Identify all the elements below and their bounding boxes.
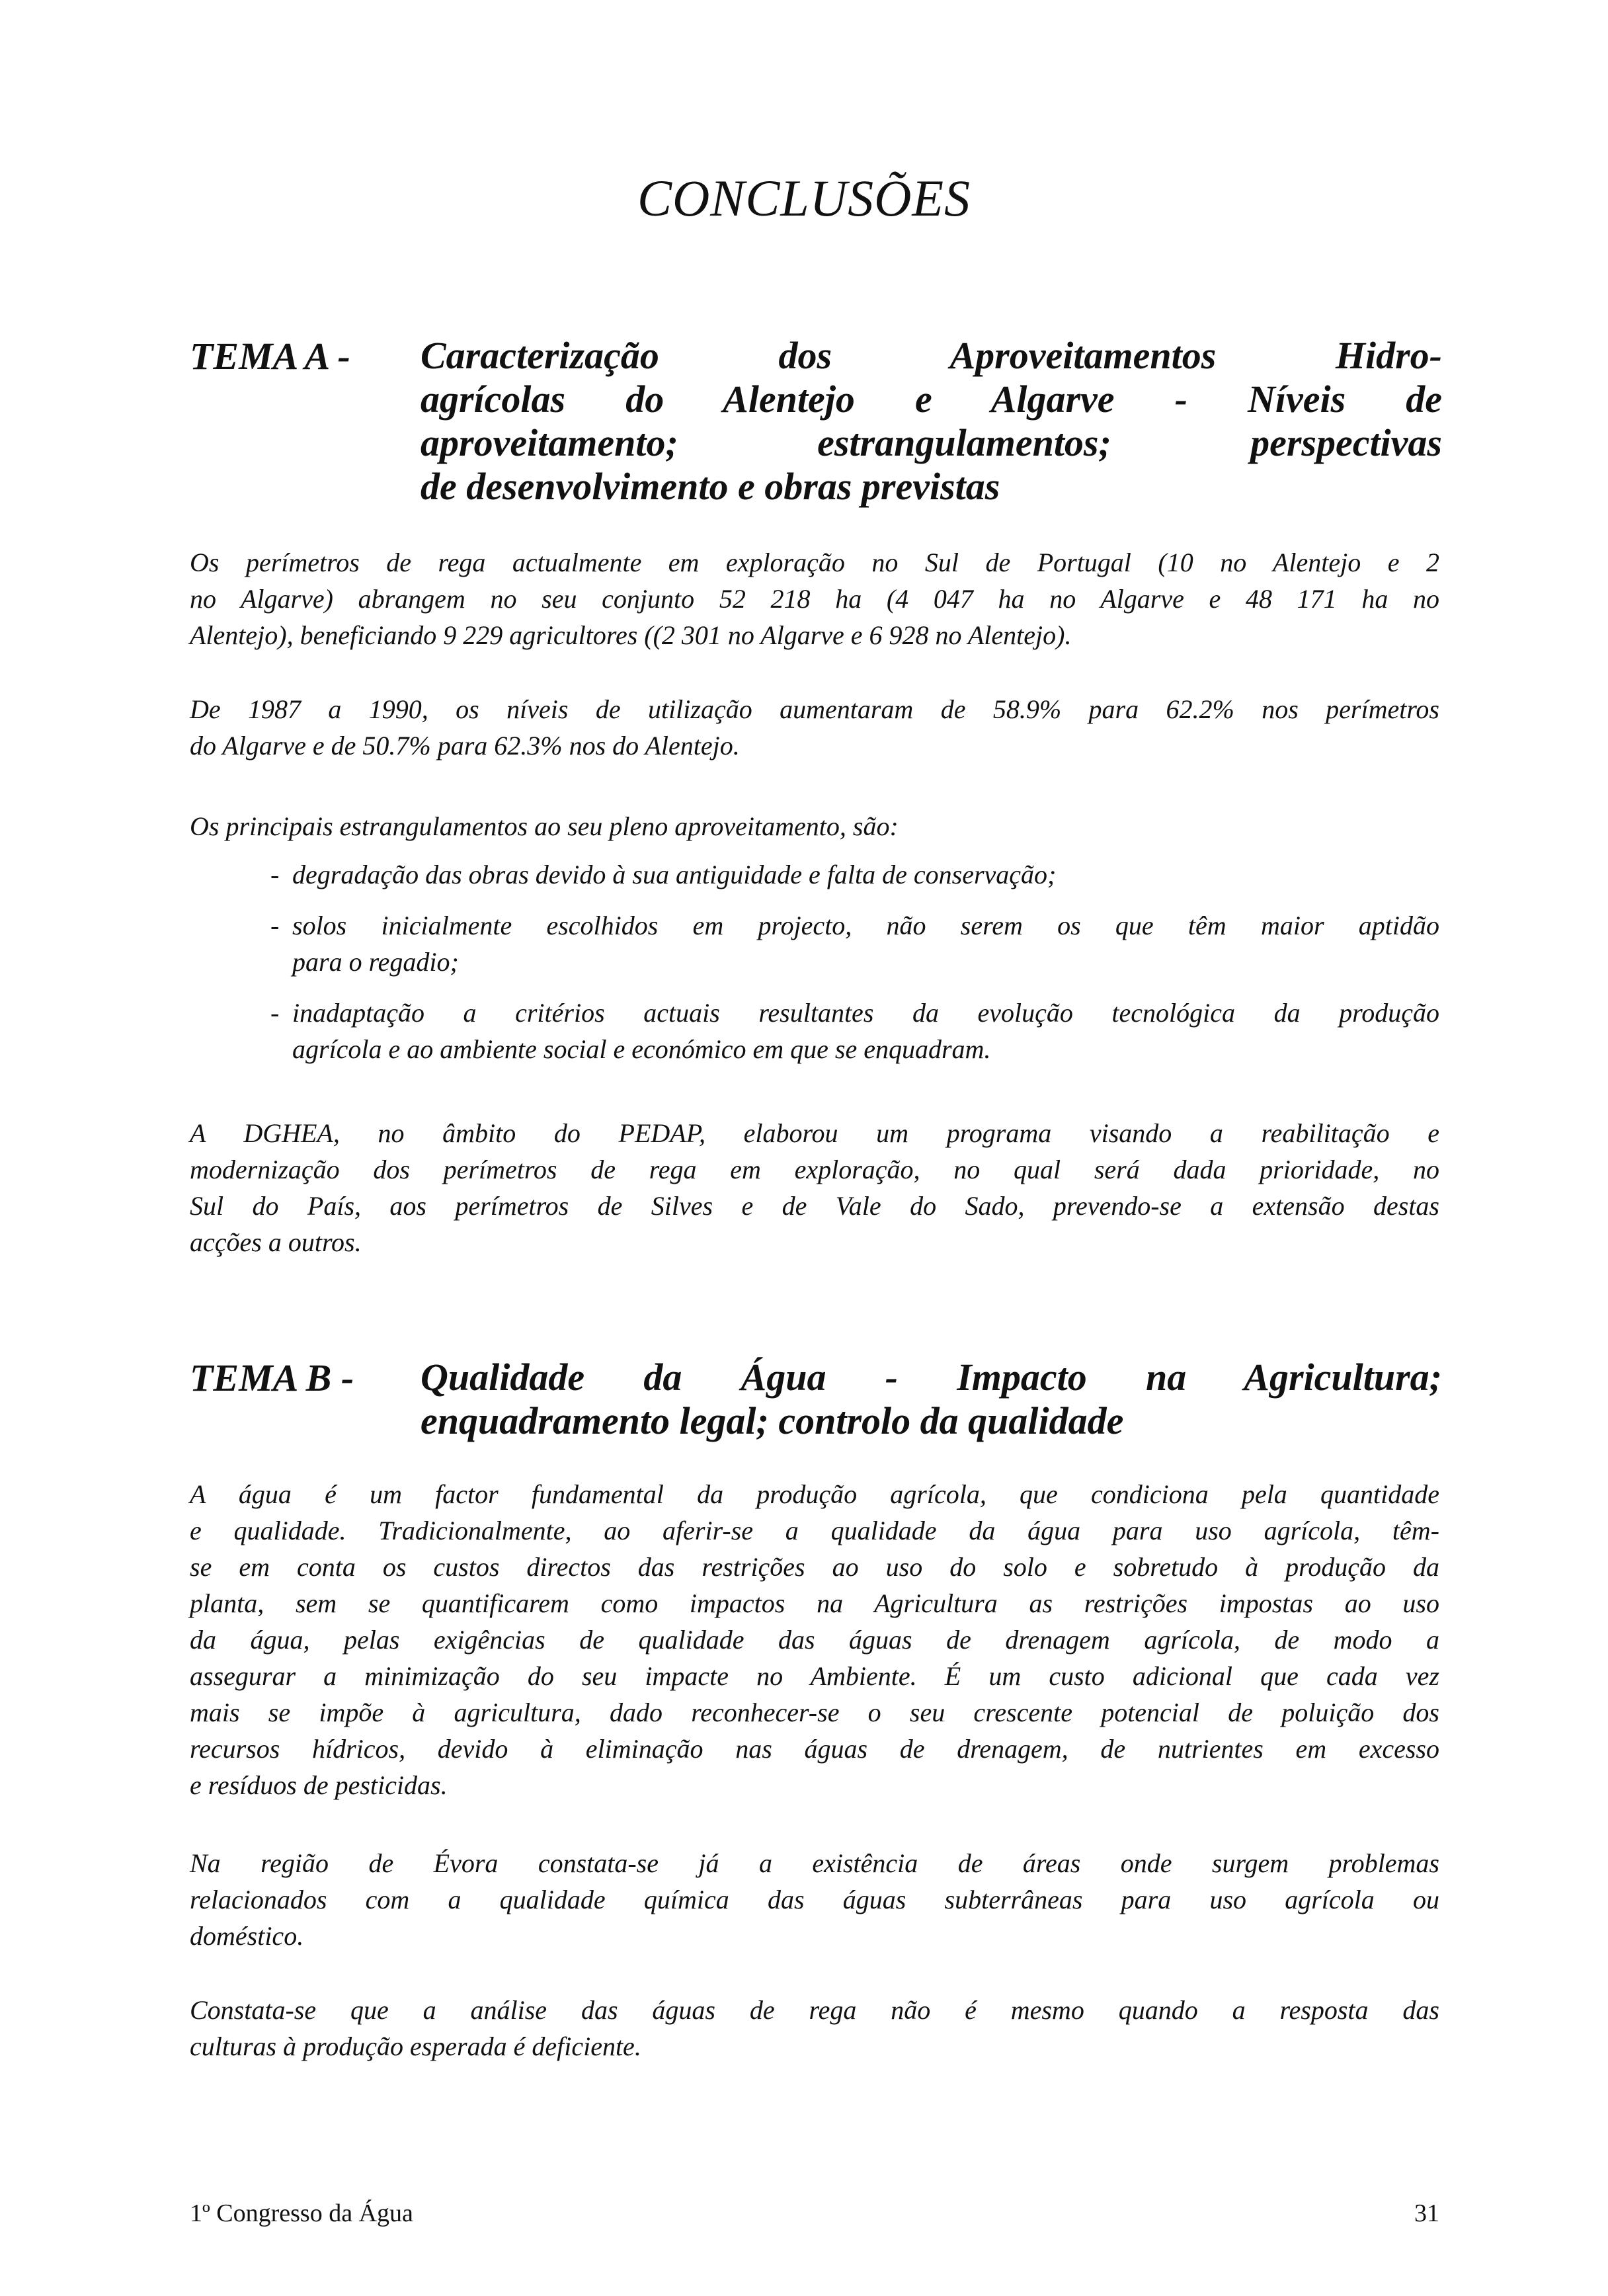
text-line: da água, pelas exigências de qualidade das águas de drenagem agrícola, de modo a xyxy=(190,1625,1439,1655)
bullet-dash: - xyxy=(270,860,280,889)
footer-congress: 1º Congresso da Água xyxy=(190,2199,413,2227)
text-line: planta, sem se quantificarem como impactos na Agricultura as restrições impostas ao uso xyxy=(190,1588,1439,1618)
text-line: assegurar a minimização do seu impacte no Ambiente. É um custo adicional que cada vez xyxy=(190,1661,1439,1691)
text-line: no Algarve) abrangem no seu conjunto 52 218 ha (4 047 ha no Algarve e 48 171 ha no xyxy=(190,584,1439,614)
text-line: mais se impõe à agricultura, dado reconhecer-se o seu crescente potencial de poluição dos xyxy=(190,1698,1439,1727)
text-line: degradação das obras devido à sua antiguidade e falta de conservação; xyxy=(292,860,1057,889)
text-line: e resíduos de pesticidas. xyxy=(190,1770,448,1800)
bullet-dash: - xyxy=(270,998,280,1028)
heading-line: aproveitamento; estrangulamentos; perspectivas xyxy=(421,421,1442,464)
text-line: Os perímetros de rega actualmente em exploração no Sul de Portugal (10 no Alentejo e 2 xyxy=(190,548,1439,577)
text-line: Os principais estrangulamentos ao seu pleno aproveitamento, são: xyxy=(190,811,899,841)
text-line: Na região de Évora constata-se já a existência de áreas onde surgem problemas xyxy=(190,1848,1439,1878)
tema-a-heading xyxy=(421,334,1442,509)
paragraph-estrangulamentos xyxy=(190,808,1439,1067)
page-title: CONCLUSÕES xyxy=(637,169,971,227)
text-line: para o regadio; xyxy=(292,947,459,977)
bullet-item xyxy=(190,995,1439,1067)
text-line: agrícola e ao ambiente social e económico em que se enquadram. xyxy=(292,1034,991,1064)
text-line: doméstico. xyxy=(190,1921,304,1951)
paragraph-agua-factor xyxy=(190,1476,1439,1803)
text-line: acções a outros. xyxy=(190,1227,362,1257)
text-line: modernização dos perímetros de rega em exploração, no qual será dada prioridade, no xyxy=(190,1155,1439,1184)
paragraph-dghea xyxy=(190,1115,1439,1260)
text-line: se em conta os custos directos das restrições ao uso do solo e sobretudo à produção da xyxy=(190,1552,1439,1582)
heading-line: Caracterização dos Aproveitamentos Hidro- xyxy=(421,334,1442,377)
heading-line: enquadramento legal; controlo da qualidade xyxy=(421,1399,1124,1442)
text-line: solos inicialmente escolhidos em projecto, não serem os que têm maior aptidão xyxy=(292,911,1439,940)
paragraph-evora xyxy=(190,1845,1439,1954)
text-line: inadaptação a critérios actuais resultantes da evolução tecnológica da produção xyxy=(292,998,1439,1028)
text-line: Alentejo), beneficiando 9 229 agricultores ((2 301 no Algarve e 6 928 no Alentejo). xyxy=(190,620,1072,650)
tema-b-label: TEMA B - xyxy=(190,1356,354,1399)
text-line: recursos hídricos, devido à eliminação nas águas de drenagem, de nutrientes em excesso xyxy=(190,1734,1439,1764)
paragraph-niveis xyxy=(190,691,1439,764)
text-line: A DGHEA, no âmbito do PEDAP, elaborou um programa visando a reabilitação e xyxy=(190,1118,1439,1148)
paragraph-analise xyxy=(190,1992,1439,2065)
text-line: Constata-se que a análise das águas de rega não é mesmo quando a resposta das xyxy=(190,1995,1439,2025)
text-line: relacionados com a qualidade química das águas subterrâneas para uso agrícola ou xyxy=(190,1885,1439,1914)
text-line: A água é um factor fundamental da produção agrícola, que condiciona pela quantidade xyxy=(190,1479,1439,1509)
bullet-item xyxy=(190,856,1439,893)
tema-a-label: TEMA A - xyxy=(190,335,350,378)
text-line: e qualidade. Tradicionalmente, ao aferir-se a qualidade da água para uso agrícola, têm- xyxy=(190,1516,1439,1545)
text-line: Sul do País, aos perímetros de Silves e de Vale do Sado, prevendo-se a extensão destas xyxy=(190,1191,1439,1221)
paragraph-perimetros xyxy=(190,544,1439,653)
text-line: culturas à produção esperada é deficiente. xyxy=(190,2031,641,2061)
bullet-dash: - xyxy=(270,911,280,940)
bullet-item xyxy=(190,907,1439,980)
heading-line: agrícolas do Alentejo e Algarve - Níveis de xyxy=(421,378,1442,421)
page-number: 31 xyxy=(1414,2199,1439,2227)
text-line: do Algarve e de 50.7% para 62.3% nos do Alentejo. xyxy=(190,731,740,760)
tema-b-heading xyxy=(421,1356,1442,1443)
heading-line: Qualidade da Água - Impacto na Agricultura; xyxy=(421,1356,1442,1399)
text-line: De 1987 a 1990, os níveis de utilização aumentaram de 58.9% para 62.2% nos perímetros xyxy=(190,694,1439,724)
heading-line: de desenvolvimento e obras previstas xyxy=(421,465,1000,508)
